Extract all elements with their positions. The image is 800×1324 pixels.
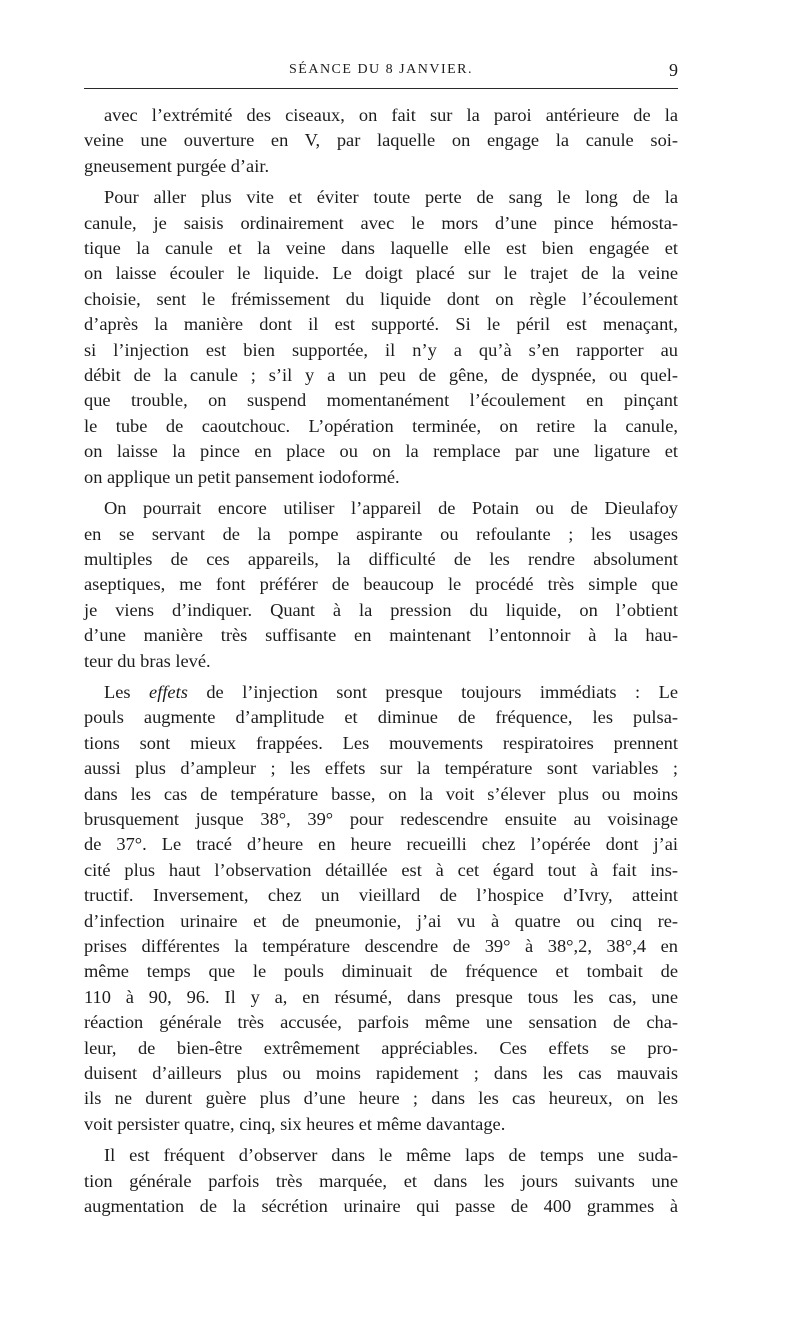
text-line: pouls augmente d’amplitude et diminue de fréquence, les pulsa-	[84, 707, 678, 728]
text-line: que trouble, on suspend momentanément l’écoulement en pinçant	[84, 390, 678, 411]
text-line: gneusement purgée d’air.	[84, 155, 270, 176]
text-line: si l’injection est bien supportée, il n’y a qu’à s’en rapporter au	[84, 339, 678, 360]
text-line: tions sont mieux frappées. Les mouvements respiratoires prennent	[84, 732, 678, 753]
text-line: veine une ouverture en V, par laquelle on engage la canule soi-	[84, 130, 678, 151]
text-line: on laisse la pince en place ou on la remplace par une ligature et	[84, 441, 678, 462]
body-text	[84, 103, 678, 1219]
paragraph	[84, 496, 678, 674]
text-line: même temps que le pouls diminuait de fréquence et tombait de	[84, 961, 678, 982]
text-line: on applique un petit pansement iodoformé.	[84, 466, 400, 487]
text-line: leur, de bien-être extrêmement appréciables. Ces effets se pro-	[84, 1037, 678, 1058]
text-line: on laisse écouler le liquide. Le doigt placé sur le trajet de la veine	[84, 263, 678, 284]
text-line: teur du bras levé.	[84, 650, 211, 671]
text-line: en se servant de la pompe aspirante ou refoulante ; les usages	[84, 523, 678, 544]
emphasized-word: effets	[149, 681, 188, 702]
text-line: Il est fréquent d’observer dans le même laps de temps une suda-	[104, 1145, 678, 1166]
text-line: canule, je saisis ordinairement avec le mors d’une pince hémosta-	[84, 212, 678, 233]
text-line: tique la canule et la veine dans laquelle elle est bien engagée et	[84, 238, 678, 259]
text-line: réaction générale très accusée, parfois même une sensation de cha-	[84, 1012, 678, 1033]
book-page	[84, 58, 678, 1225]
text-line: dans les cas de température basse, on la voit s’élever plus ou moins	[84, 783, 678, 804]
text-line: tion générale parfois très marquée, et dans les jours suivants une	[84, 1170, 678, 1191]
text-line: On pourrait encore utiliser l’appareil de Potain ou de Dieulafoy	[104, 498, 678, 519]
text-line: prises différentes la température descendre de 39° à 38°,2, 38°,4 en	[84, 936, 678, 956]
text-line: je viens d’indiquer. Quant à la pression du liquide, on l’obtient	[84, 599, 678, 620]
text-line: 110 à 90, 96. Il y a, en résumé, dans presque tous les cas, une	[84, 986, 678, 1007]
text-line: d’une manière très suffisante en maintenant l’entonnoir à la hau-	[84, 625, 678, 646]
text-line	[84, 680, 678, 705]
text-line: brusquement jusque 38°, 39° pour redescendre ensuite au voisinage	[84, 808, 678, 829]
paragraph	[84, 185, 678, 490]
text-line: duisent d’ailleurs plus ou moins rapidement ; dans les cas mauvais	[84, 1063, 678, 1084]
text-line: Pour aller plus vite et éviter toute perte de sang le long de la	[104, 187, 678, 208]
text-line: débit de la canule ; s’il y a un peu de gêne, de dyspnée, ou quel-	[84, 365, 678, 386]
text-line: aussi plus d’ampleur ; les effets sur la température sont variables ;	[84, 758, 678, 779]
text-run: Les	[104, 681, 150, 702]
text-line: cité plus haut l’observation détaillée est à cet égard tout à fait ins-	[84, 859, 678, 880]
text-line: tructif. Inversement, chez un vieillard de l’hospice d’Ivry, atteint	[84, 885, 678, 906]
text-line: d’infection urinaire et de pneumonie, j’ai vu à quatre ou cinq re-	[84, 910, 678, 931]
text-line: de 37°. Le tracé d’heure en heure recueilli chez l’opérée dont j’ai	[84, 834, 678, 855]
paragraph	[84, 680, 678, 1137]
text-line: choisie, sent le frémissement du liquide dont on règle l’écoulement	[84, 288, 678, 309]
running-header	[84, 58, 678, 89]
text-line: augmentation de la sécrétion urinaire qui passe de 400 grammes à	[84, 1196, 678, 1217]
text-line: le tube de caoutchouc. L’opération terminée, on retire la canule,	[84, 415, 678, 436]
running-title: SÉANCE DU 8 JANVIER.	[289, 62, 473, 77]
text-line: d’après la manière dont il est supporté. Si le péril est menaçant,	[84, 314, 678, 335]
paragraph	[84, 1143, 678, 1219]
page-number: 9	[669, 60, 678, 80]
text-line: aseptiques, me font préférer de beaucoup le procédé très simple que	[84, 574, 678, 595]
paragraph	[84, 103, 678, 179]
text-run: de l’injection sont presque toujours immédiats : Le	[187, 681, 678, 702]
text-line: ils ne durent guère plus d’une heure ; dans les cas heureux, on les	[84, 1088, 678, 1109]
text-line: voit persister quatre, cinq, six heures et même davantage.	[84, 1113, 506, 1134]
text-line: multiples de ces appareils, la difficulté de les rendre absolument	[84, 548, 678, 569]
text-line: avec l’extrémité des ciseaux, on fait sur la paroi antérieure de la	[104, 105, 678, 125]
